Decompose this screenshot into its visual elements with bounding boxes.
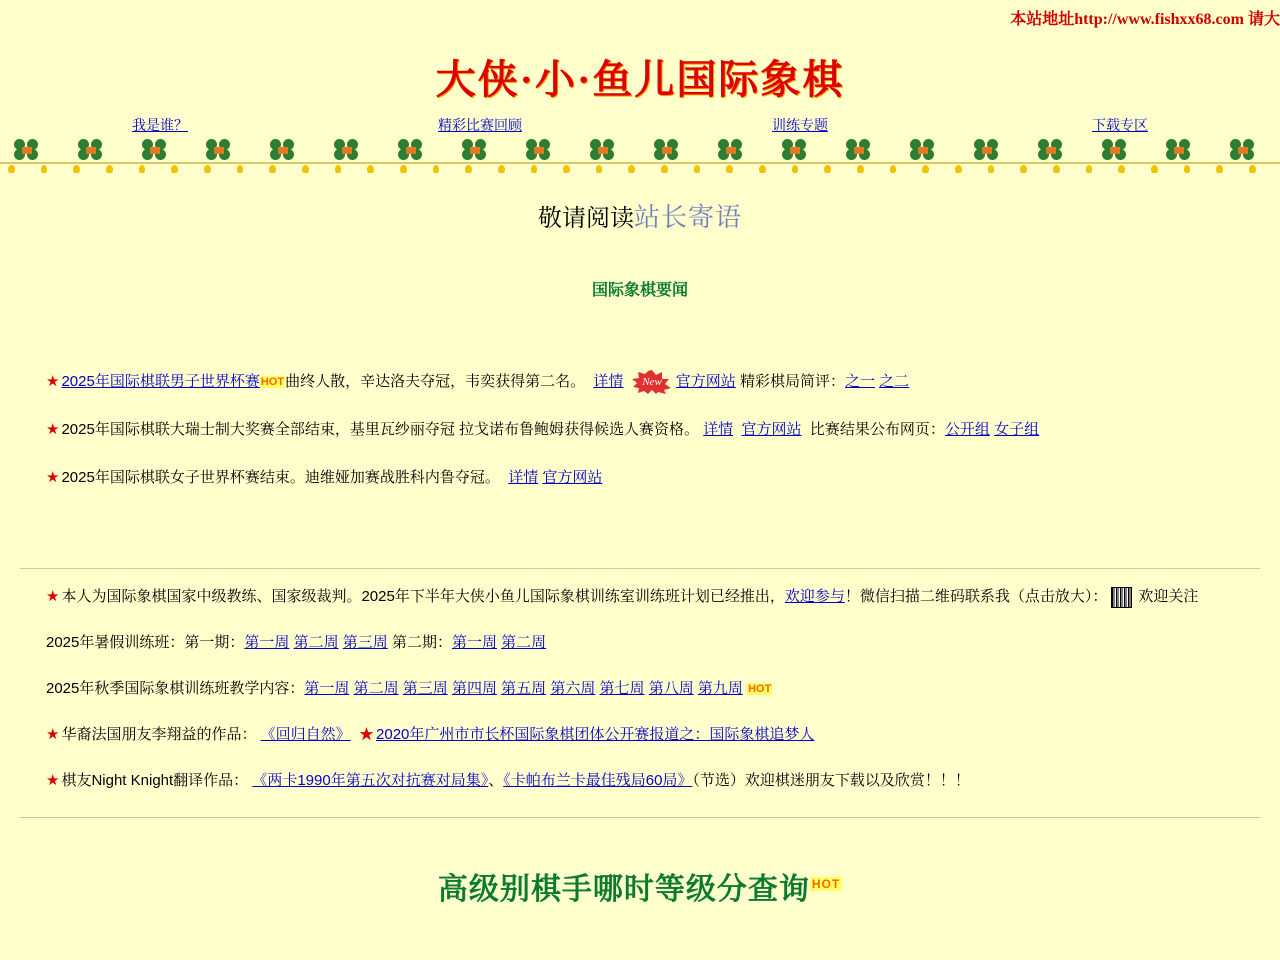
result-link-open[interactable]: 公开组 <box>944 421 990 439</box>
hot-badge: HOT <box>260 376 285 389</box>
dot-icon <box>498 165 505 173</box>
clover-icon <box>526 139 558 161</box>
section-divider-top <box>20 568 1260 569</box>
autumn-week-3[interactable]: 第三周 <box>402 680 448 698</box>
news-item-world-cup-women <box>46 466 1260 490</box>
dot-icon <box>1020 165 1027 173</box>
dot-icon <box>204 165 211 173</box>
clover-icon <box>14 139 46 161</box>
dot-icon <box>857 165 864 173</box>
dot-icon <box>73 165 80 173</box>
star-icon: ★ <box>46 726 60 744</box>
dot-icon <box>302 165 309 173</box>
news-section-heading: 国际象棋要闻 <box>591 282 688 299</box>
dot-icon <box>596 165 603 173</box>
rating-query-title: 高级别棋手哪时等级分查询 <box>437 873 810 907</box>
news-text-world-cup-women: 结束。迪维娅加赛战胜科内鲁夺冠。 <box>259 469 500 487</box>
training-intro-text-b: ！微信扫描二维码联系我（点击放大）： <box>844 588 1108 606</box>
summer-p2-week2[interactable]: 第二周 <box>501 634 547 652</box>
rating-query-heading <box>0 864 1280 908</box>
news-list <box>0 370 1280 490</box>
clover-icon <box>462 139 494 161</box>
comment-label-world-cup-men: 精彩棋局简评： <box>739 373 845 390</box>
official-site-link-grand-swiss[interactable]: 官方网站 <box>741 421 802 439</box>
dot-icon <box>106 165 113 173</box>
autumn-classes-row <box>46 677 1260 701</box>
dot-icon <box>1118 165 1125 173</box>
nav-link-training[interactable]: 训练专题 <box>772 117 828 133</box>
summer-classes-row <box>46 631 1260 655</box>
training-intro-text-c: 欢迎关注 <box>1138 588 1199 606</box>
dot-icon <box>661 165 668 173</box>
nav-item-downloads[interactable] <box>960 115 1280 135</box>
autumn-week-4[interactable]: 第四周 <box>451 680 497 698</box>
summer-p1-week3[interactable]: 第三周 <box>342 634 388 652</box>
dot-icon <box>726 165 733 173</box>
new-badge-icon <box>630 372 670 392</box>
section-divider-bottom <box>20 817 1260 818</box>
summer-p2-week1[interactable]: 第一周 <box>451 634 497 652</box>
clover-icon <box>974 139 1006 161</box>
clover-icon <box>398 139 430 161</box>
star-icon: ★ <box>46 373 60 390</box>
translation-row <box>46 769 1260 793</box>
summer-label: 2025年暑假训练班：第一期： <box>46 634 245 652</box>
autumn-week-1[interactable]: 第一周 <box>304 680 350 698</box>
autumn-week-8[interactable]: 第八周 <box>648 680 694 698</box>
comment-link-1[interactable]: 之一 <box>844 373 875 390</box>
dot-icon <box>792 165 799 173</box>
clover-icon <box>270 139 302 161</box>
decorative-divider <box>0 139 1280 173</box>
translation-separator: 、 <box>488 772 504 790</box>
dot-icon <box>367 165 374 173</box>
dot-icon <box>335 165 342 173</box>
autumn-label: 2025年秋季国际象棋训练班教学内容： <box>46 680 305 698</box>
star-icon: ★ <box>46 469 60 487</box>
nav-item-training[interactable] <box>640 115 960 135</box>
dot-icon <box>694 165 701 173</box>
divider-line <box>0 162 1280 164</box>
clover-icon <box>334 139 366 161</box>
dot-icon <box>171 165 178 173</box>
main-navigation <box>0 115 1280 135</box>
dot-icon <box>988 165 995 173</box>
dot-icon <box>955 165 962 173</box>
news-title-world-cup-women: 2025年国际棋联女子世界杯赛 <box>61 469 260 487</box>
nav-item-who-am-i[interactable] <box>0 115 320 135</box>
star-icon: ★ <box>46 772 60 790</box>
work-link-return-to-nature[interactable]: 《回归自然》 <box>260 726 351 744</box>
nav-link-downloads[interactable]: 下载专区 <box>1092 117 1148 133</box>
clover-icon <box>590 139 622 161</box>
hot-badge: HOT <box>811 877 841 892</box>
clover-icon <box>78 139 110 161</box>
translation-link-capablanca-endgames[interactable]: 《卡帕布兰卡最佳残局60局》 <box>503 772 693 790</box>
nav-link-who-am-i[interactable]: 我是谁？ <box>132 117 188 133</box>
clover-icon <box>206 139 238 161</box>
works-text: 华裔法国朋友李翔益的作品： <box>61 726 257 744</box>
clover-icon <box>142 139 174 161</box>
dot-icon <box>237 165 244 173</box>
star-icon: ★ <box>46 421 60 439</box>
news-item-world-cup-men <box>46 370 1260 394</box>
result-link-women[interactable]: 女子组 <box>994 421 1040 439</box>
dot-icon <box>1086 165 1093 173</box>
news-text-world-cup-men: 曲终人散，辛达洛夫夺冠，韦奕获得第二名。 <box>285 373 586 390</box>
clover-icon <box>1102 139 1134 161</box>
dot-icon <box>1249 165 1256 173</box>
qr-code-icon[interactable] <box>1111 587 1132 608</box>
clover-icon <box>718 139 750 161</box>
dot-icon <box>400 165 407 173</box>
detail-link-world-cup-women[interactable]: 详情 <box>508 469 539 487</box>
banner-read-label: 敬请阅读 <box>537 206 634 232</box>
dot-icon <box>922 165 929 173</box>
summer-p1-week2[interactable]: 第二周 <box>293 634 339 652</box>
banner-webmaster-word[interactable]: 站长寄语 <box>633 203 742 232</box>
dot-icon <box>824 165 831 173</box>
dot-icon <box>628 165 635 173</box>
autumn-week-6[interactable]: 第六周 <box>550 680 596 698</box>
dot-icon <box>563 165 570 173</box>
translation-link-karpov-kasparov-1990[interactable]: 《两卡1990年第五次对抗赛对局集》 <box>252 772 489 790</box>
translation-text-tail: （节选）欢迎棋迷朋友下载以及欣赏！！！ <box>692 772 970 790</box>
autumn-week-2[interactable]: 第二周 <box>353 680 399 698</box>
clover-icon <box>846 139 878 161</box>
dot-icon <box>1184 165 1191 173</box>
work-link-guangzhou-report[interactable]: 2020年广州市市长杯国际象棋团体公开赛报道之：国际象棋追梦人 <box>376 726 815 744</box>
autumn-week-7[interactable]: 第七周 <box>599 680 645 698</box>
news-title-grand-swiss: 2025年国际棋联大瑞士制大奖赛 <box>61 421 275 439</box>
news-link-world-cup-men[interactable]: 2025年国际棋联男子世界杯赛 <box>61 373 260 390</box>
top-marquee-bar <box>0 0 1280 30</box>
dot-icon <box>465 165 472 173</box>
training-intro-text-a: 本人为国际象棋国家中级教练、国家级裁判。2025年下半年大侠小鱼儿国际象棋训练室训练班计划已经推出， <box>61 588 785 606</box>
dot-icon <box>8 165 15 173</box>
nav-item-match-review[interactable] <box>320 115 640 135</box>
marquee-text[interactable]: 本站地址http://www.fishxx68.com 请大 <box>1010 11 1280 28</box>
webmaster-message-banner <box>0 197 1280 237</box>
dot-icon <box>1053 165 1060 173</box>
dot-row <box>8 165 1280 173</box>
dot-icon <box>531 165 538 173</box>
clover-icon <box>1166 139 1198 161</box>
dot-icon <box>41 165 48 173</box>
star-icon: ★ <box>46 588 60 606</box>
page-title: 大侠·小·鱼儿国际象棋 <box>435 57 845 102</box>
clover-icon <box>1038 139 1070 161</box>
dot-icon <box>139 165 146 173</box>
official-site-link-world-cup-men[interactable]: 官方网站 <box>675 373 736 390</box>
star-icon: ★ <box>359 726 375 744</box>
clover-icon <box>910 139 942 161</box>
autumn-week-9[interactable]: 第九周 <box>697 680 743 698</box>
official-site-link-world-cup-women[interactable]: 官方网站 <box>542 469 603 487</box>
comment-link-2[interactable]: 之二 <box>879 373 910 390</box>
autumn-week-5[interactable]: 第五周 <box>501 680 547 698</box>
news-text-grand-swiss: 全部结束，基里瓦纱丽夺冠 拉戈诺布鲁鲍姆获得候选人赛资格。 <box>274 421 699 439</box>
detail-link-grand-swiss[interactable]: 详情 <box>703 421 734 439</box>
translation-text: 棋友Night Knight翻译作品： <box>61 772 249 790</box>
clover-icon <box>1230 139 1262 161</box>
nav-link-match-review[interactable]: 精彩比赛回顾 <box>438 117 522 133</box>
join-link[interactable]: 欢迎参与 <box>784 588 845 606</box>
news-item-grand-swiss <box>46 418 1260 442</box>
dot-icon <box>1216 165 1223 173</box>
summer-p1-week1[interactable]: 第一周 <box>244 634 290 652</box>
training-intro <box>46 585 1260 609</box>
summer-mid-label: 第二期： <box>391 634 452 652</box>
clover-icon <box>654 139 686 161</box>
detail-link-world-cup-men[interactable]: 详情 <box>593 373 624 390</box>
dot-icon <box>433 165 440 173</box>
dot-icon <box>269 165 276 173</box>
clover-icon <box>782 139 814 161</box>
works-row <box>46 723 1260 747</box>
clover-row <box>14 139 1262 161</box>
dot-icon <box>1151 165 1158 173</box>
dot-icon <box>759 165 766 173</box>
result-label-grand-swiss: 比赛结果公布网页： <box>809 421 945 439</box>
svg-text:New: New <box>641 376 662 389</box>
training-section <box>0 585 1280 793</box>
dot-icon <box>890 165 897 173</box>
hot-badge: HOT <box>748 683 772 696</box>
